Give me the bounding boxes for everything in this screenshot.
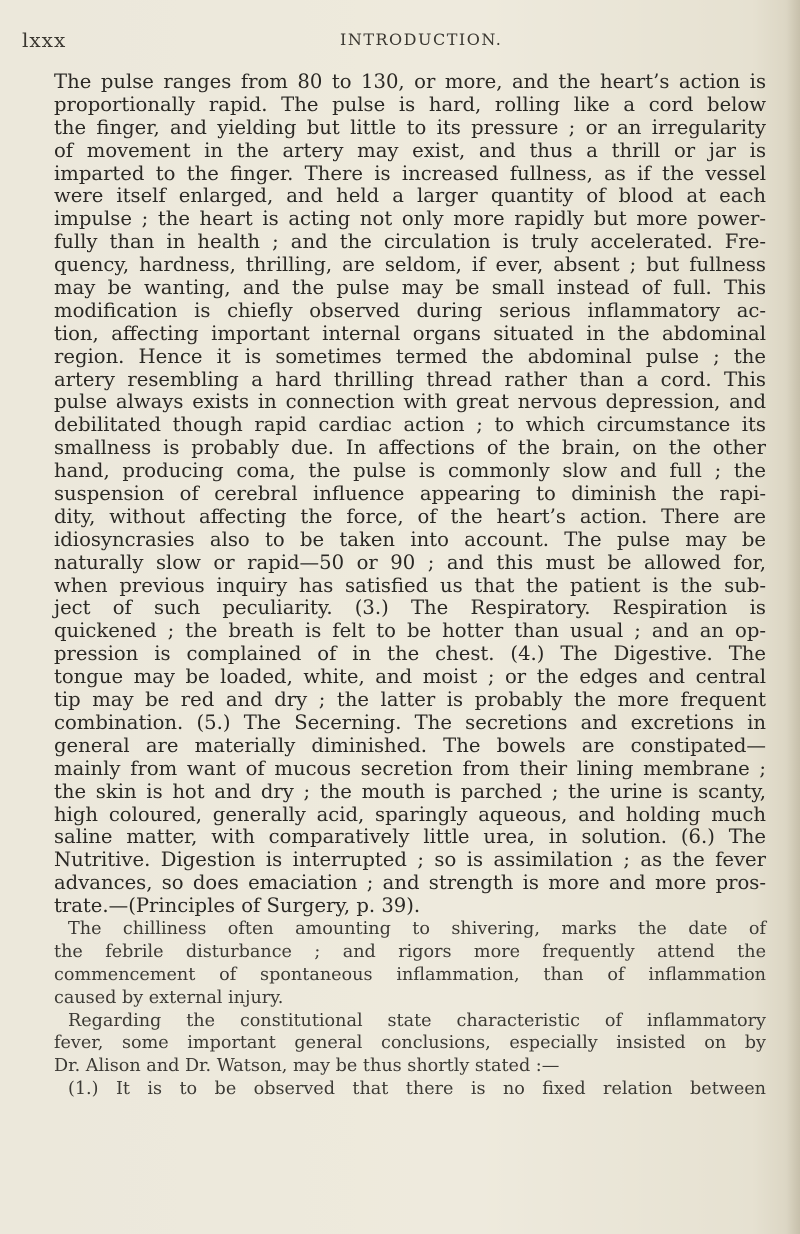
text-line: impulse ; the heart is acting not only more rapidly but more power- — [54, 207, 766, 231]
text-line: fully than in health ; and the circulation is truly accelerated. Fre- — [54, 230, 766, 254]
text-line: tip may be red and dry ; the latter is probably the more frequent — [54, 688, 766, 712]
text-line: naturally slow or rapid—50 or 90 ; and this must be allowed for, — [54, 550, 766, 574]
text-line: the skin is hot and dry ; the mouth is parched ; the urine is scanty, — [54, 779, 766, 803]
text-line: The chilliness often amounting to shivering, marks the date of — [68, 918, 766, 939]
text-line: high coloured, generally acid, sparingly aqueous, and holding much — [54, 802, 766, 826]
text-line: modification is chiefly observed during serious inflammatory ac- — [54, 298, 766, 322]
text-line: general are materially diminished. The bowels are constipated— — [54, 733, 766, 757]
text-line: Dr. Alison and Dr. Watson, may be thus shortly stated :— — [54, 1056, 560, 1077]
text-line: tion, affecting important internal organs situated in the abdominal — [54, 321, 766, 345]
text-line: were itself enlarged, and held a larger quantity of blood at each — [54, 184, 766, 208]
text-line: (1.) It is to be observed that there is no fixed relation between — [68, 1079, 766, 1100]
page-header — [22, 28, 762, 58]
running-head: INTRODUCTION. — [340, 30, 503, 49]
page-number: lxxx — [22, 28, 67, 52]
text-line: tongue may be loaded, white, and moist ; or the edges and central — [54, 665, 766, 689]
text-line: dity, without affecting the force, of the heart’s action. There are — [54, 504, 766, 528]
text-line: caused by external injury. — [54, 987, 284, 1008]
text-line: pression is complained of in the chest. (4.) The Digestive. The — [54, 642, 766, 666]
text-line: hand, producing coma, the pulse is commonly slow and full ; the — [54, 459, 766, 483]
body-text — [54, 71, 766, 1101]
text-line: The pulse ranges from 80 to 130, or more, and the heart’s action is — [54, 70, 766, 93]
text-line: ject of such peculiarity. (3.) The Respiratory. Respiration is — [54, 596, 766, 620]
text-line: the finger, and yielding but little to its pressure ; or an irregularity — [54, 115, 766, 139]
page-edge-shadow — [786, 0, 800, 1234]
text-line: fever, some important general conclusions, especially insisted on by — [54, 1033, 766, 1054]
text-line: trate.—(Principles of Surgery, p. 39). — [54, 894, 421, 918]
text-line: suspension of cerebral influence appearing to diminish the rapi- — [54, 482, 766, 506]
text-line: advances, so does emaciation ; and strength is more and more pros- — [54, 871, 766, 895]
text-line: may be wanting, and the pulse may be small instead of full. This — [54, 276, 766, 300]
text-line: idiosyncrasies also to be taken into account. The pulse may be — [54, 527, 766, 551]
text-line: Nutritive. Digestion is interrupted ; so is assimilation ; as the fever — [54, 848, 766, 872]
text-line: combination. (5.) The Secerning. The secretions and excretions in — [54, 710, 766, 734]
text-line: quency, hardness, thrilling, are seldom, if ever, absent ; but fullness — [54, 253, 766, 277]
text-line: quickened ; the breath is felt to be hotter than usual ; and an op- — [54, 619, 766, 643]
text-line: artery resembling a hard thrilling thread rather than a cord. This — [54, 367, 766, 391]
text-line: smallness is probably due. In affections of the brain, on the other — [54, 436, 766, 460]
text-line: commencement of spontaneous inflammation, than of inflammation — [54, 964, 766, 985]
text-line: mainly from want of mucous secretion from their lining membrane ; — [54, 756, 766, 780]
text-line: imparted to the finger. There is increased fullness, as if the vessel — [54, 161, 766, 185]
text-line: of movement in the artery may exist, and thus a thrill or jar is — [54, 138, 766, 162]
text-line: proportionally rapid. The pulse is hard, rolling like a cord below — [54, 92, 766, 116]
text-line: pulse always exists in connection with great nervous depression, and — [54, 390, 766, 414]
text-line: when previous inquiry has satisfied us that the patient is the sub- — [54, 573, 766, 597]
text-line: Regarding the constitutional state characteristic of inflammatory — [68, 1010, 766, 1031]
text-line: saline matter, with comparatively little urea, in solution. (6.) The — [54, 825, 766, 849]
text-line: the febrile disturbance ; and rigors more frequently attend the — [54, 941, 766, 962]
text-line: region. Hence it is sometimes termed the abdominal pulse ; the — [54, 344, 766, 368]
text-line: debilitated though rapid cardiac action ; to which circumstance its — [54, 413, 766, 437]
